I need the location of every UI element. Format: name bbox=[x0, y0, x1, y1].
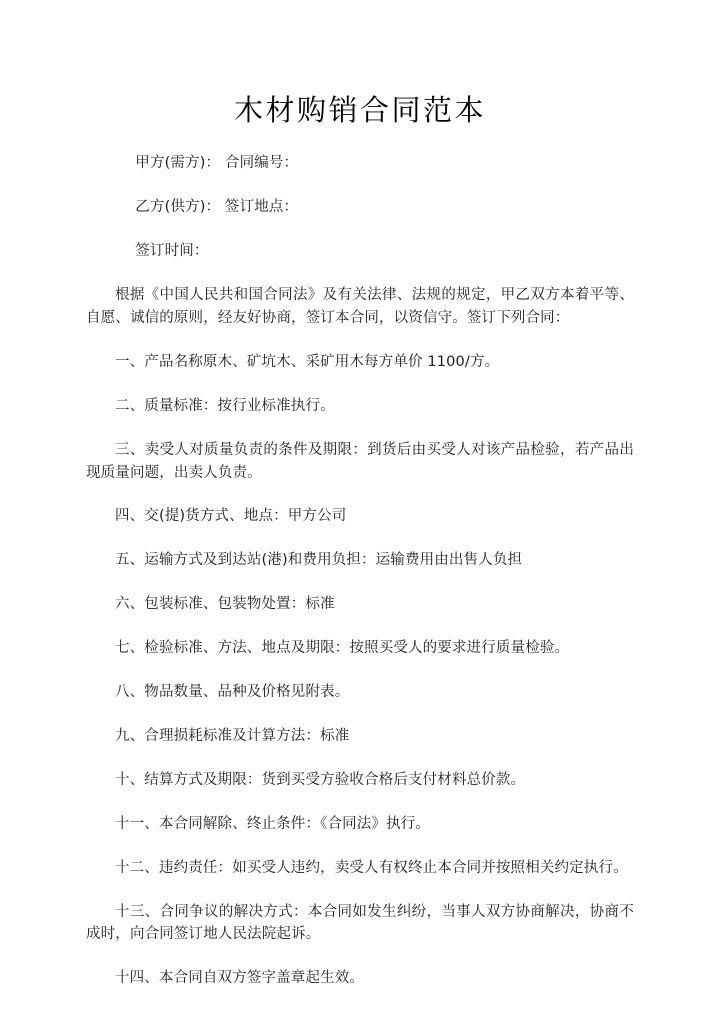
clause-item-10: 十、结算方式及期限：货到买受方验收合格后支付材料总价款。 bbox=[115, 771, 526, 788]
clause-item-9: 九、合理损耗标准及计算方法：标准 bbox=[115, 727, 350, 744]
party-b-field-line: 乙方(供方)： 签订地点： bbox=[135, 199, 299, 216]
document-body bbox=[86, 128, 634, 990]
clause-item-14: 十四、本合同自双方签字盖章起生效。 bbox=[115, 970, 365, 987]
clause-item-7: 七、检验标准、方法、地点及期限：按照买受人的要求进行质量检验。 bbox=[115, 640, 570, 657]
preamble-paragraph: 根据《中国人民共和国合同法》及有关法律、法规的规定，甲乙双方本着平等、自愿、诚信的原则，经友好协商，签订本合同，以资信守。签订下列合同： bbox=[86, 286, 634, 326]
sign-time-field-line: 签订时间： bbox=[135, 243, 209, 260]
clause-item-5: 五、运输方式及到达站(港)和费用负担：运输费用由出售人负担 bbox=[115, 552, 523, 569]
clause-item-8: 八、物品数量、品种及价格见附表。 bbox=[115, 684, 350, 701]
clause-item-3: 三、卖受人对质量负责的条件及期限：到货后由买受人对该产品检验，若产品出现质量问题，出卖人负责。 bbox=[86, 441, 634, 481]
page-title: 木材购销合同范本 bbox=[233, 93, 486, 127]
clause-item-11: 十一、本合同解除、终止条件：《合同法》执行。 bbox=[115, 815, 431, 832]
clause-item-12: 十二、违约责任：如买受人违约，卖受人有权终止本合同并按照相关约定执行。 bbox=[115, 859, 628, 876]
clause-item-13: 十三、合同争议的解决方式：本合同如发生纠纷，当事人双方协商解决，协商不成时，向合同签订地人民法院起诉。 bbox=[86, 903, 634, 943]
clause-item-4: 四、交(提)货方式、地点：甲方公司 bbox=[115, 508, 347, 525]
clause-item-2: 二、质量标准：按行业标准执行。 bbox=[115, 397, 335, 414]
clause-item-1: 一、产品名称原木、矿坑木、采矿用木每方单价 1100/方。 bbox=[115, 353, 500, 370]
clause-item-6: 六、包装标准、包装物处置：标准 bbox=[115, 596, 335, 613]
party-a-field-line: 甲方(需方)： 合同编号： bbox=[135, 155, 299, 172]
